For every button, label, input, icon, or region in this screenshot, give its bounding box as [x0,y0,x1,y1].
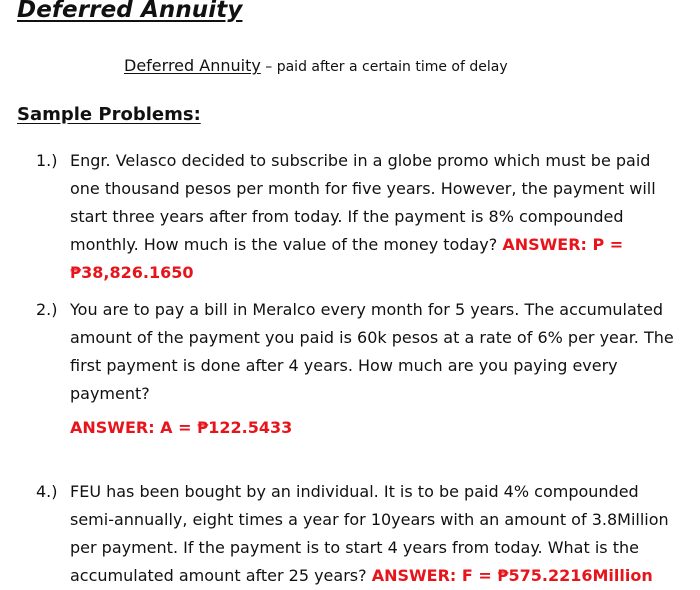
page-title: Deferred Annuity [17,0,243,23]
problem-line: per payment. If the payment is to start 4 years from today. What is the [70,538,639,557]
problem-line [70,231,696,259]
answer-value: ₱38,826.1650 [70,263,194,282]
definition-text: – paid after a certain time of delay [260,59,508,75]
problem-line: semi-annually, eight times a year for 10years with an amount of 3.8Million [70,510,669,529]
answer: ANSWER: A = ₱122.5433 [70,418,293,437]
answer-label: ANSWER: P = [502,235,624,254]
problem-line: Engr. Velasco decided to subscribe in a globe promo which must be paid [70,151,651,170]
problem-line [70,562,696,590]
problem-line: amount of the payment you paid is 60k pesos at a rate of 6% per year. The [70,328,674,347]
problem-number: 4.) [36,482,58,501]
problem-body [70,478,696,590]
problem-body [70,296,696,442]
problem-line: You are to pay a bill in Meralco every month for 5 years. The accumulated [70,300,664,319]
problem-line: payment? [70,384,150,403]
problem-body [70,147,696,287]
problem-line: FEU has been bought by an individual. It is to be paid 4% compounded [70,482,639,501]
problem-line: first payment is done after 4 years. How much are you paying every [70,356,618,375]
problem-line-text: monthly. How much is the value of the money today? [70,235,503,254]
problem-number: 2.) [36,300,58,319]
section-heading: Sample Problems: [17,104,201,125]
answer: ANSWER: F = ₱575.2216Million [371,566,653,585]
problem-number: 1.) [36,151,58,170]
definition [124,56,508,75]
problem-line: one thousand pesos per month for five years. However, the payment will [70,179,656,198]
definition-term: Deferred Annuity [124,56,261,75]
problem-line: start three years after from today. If the payment is 8% compounded [70,207,624,226]
problem-line-text: accumulated amount after 25 years? [70,566,372,585]
